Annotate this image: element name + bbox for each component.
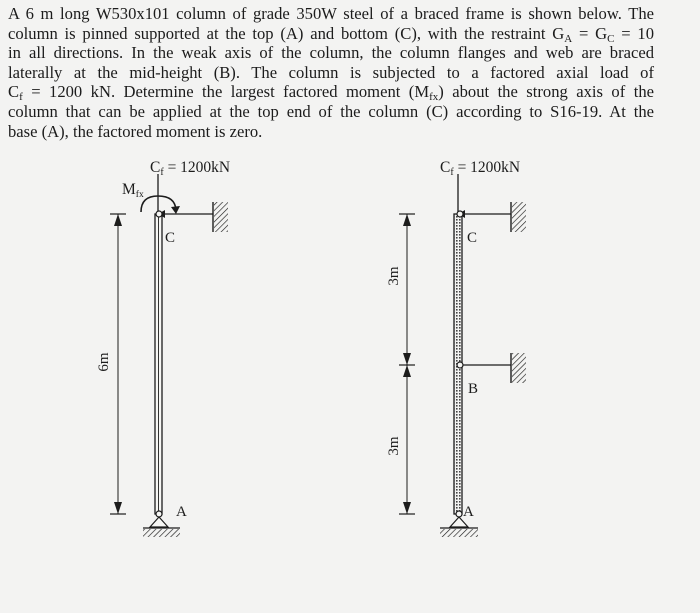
strong-axis-diagram: [96, 159, 230, 537]
left-moment-label: Mfx: [122, 181, 144, 200]
length-label-6m: 6m: [96, 352, 112, 372]
right-top-wall: [512, 202, 526, 232]
length-dimension-3m-3m: [399, 214, 415, 514]
problem-line-6: column that can be applied at the top end of the column (C) according to S16-19. At the: [8, 101, 654, 121]
problem-line-4: laterally at the mid-height (B). The column is subjected to a factored axial load of: [8, 62, 654, 82]
upper-length-label-3m: 3m: [386, 266, 402, 286]
left-top-wall: [214, 202, 228, 232]
right-top-node-label: C: [467, 230, 478, 246]
right-mid-pin: [457, 362, 463, 368]
left-bottom-node-label: A: [176, 504, 187, 520]
right-bottom-node-label: A: [463, 504, 474, 520]
right-mid-node-label: B: [468, 381, 479, 397]
problem-line-5: $C_f = 1200$ kN. Determine the largest factored moment $(M_{fx})$ about the strong axis of the: [8, 82, 654, 104]
lower-length-label-3m: 3m: [386, 436, 402, 456]
right-load-label: Cf = 1200kN: [440, 159, 521, 178]
right-top-pin: [457, 211, 463, 217]
left-top-node-label: C: [165, 230, 176, 246]
length-dimension-6m: [110, 214, 126, 514]
problem-line-2: column is pinned supported at the top (A) and bottom (C), with the restraint $G_A = G_C = 10$: [8, 23, 655, 45]
problem-line-3: in all directions. In the weak axis of the column, the column flanges and web are braced: [8, 43, 654, 63]
weak-axis-diagram: [386, 159, 526, 537]
problem-line-1: A 6 m long W530x101 column of grade 350W steel of a braced frame is shown below. The: [8, 4, 654, 23]
left-bottom-support: [143, 511, 180, 537]
left-top-pin: [156, 211, 162, 217]
left-load-label: Cf = 1200kN: [150, 159, 231, 178]
right-mid-wall: [512, 353, 526, 383]
problem-line-7: base (A), the factored moment is zero.: [8, 121, 263, 141]
